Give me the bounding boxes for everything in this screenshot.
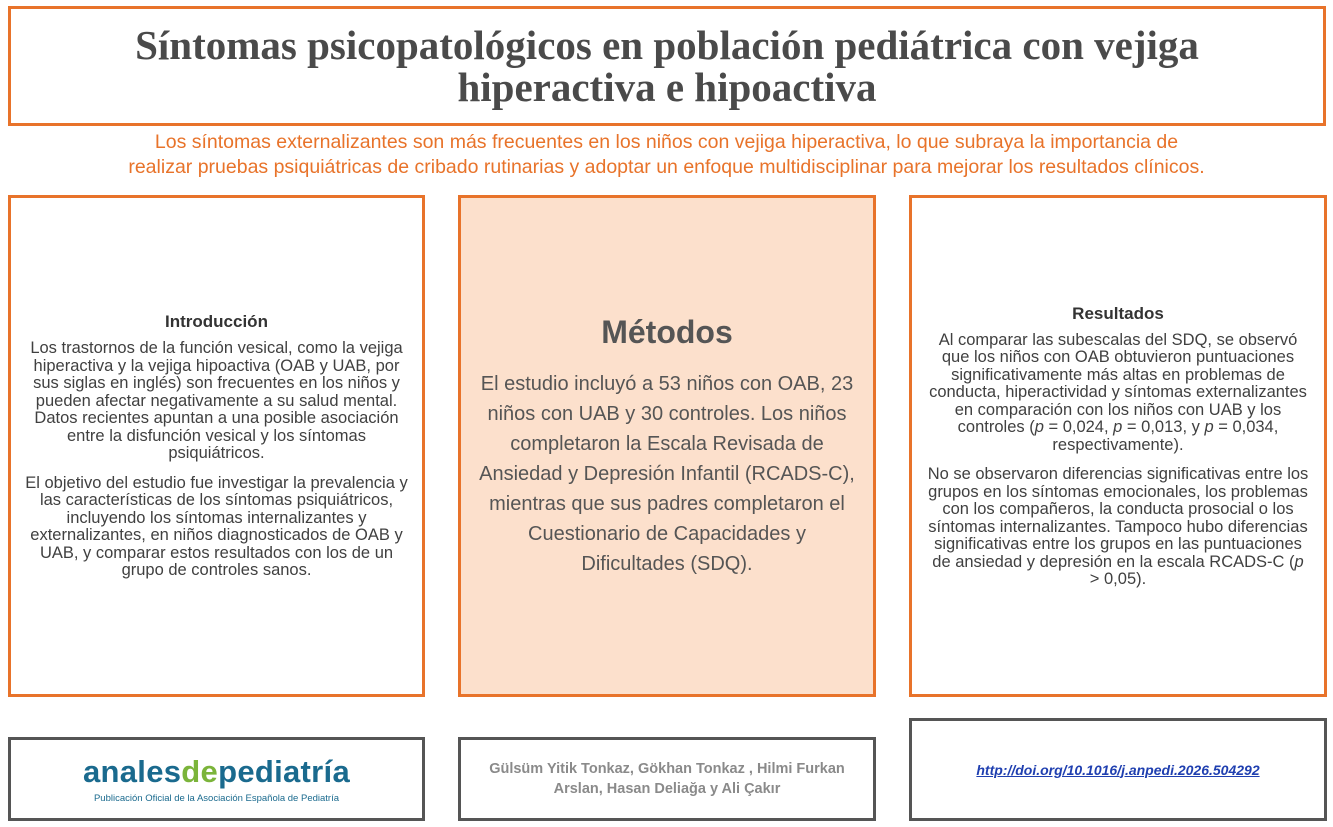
- results-text: = 0,013, y: [1122, 418, 1205, 436]
- results-paragraph-2: [926, 466, 1310, 589]
- doi-link[interactable]: http://doi.org/10.1016/j.anpedi.2026.504292: [976, 761, 1260, 778]
- journal-tagline: Publicación Oficial de la Asociación Española de Pediatría: [93, 792, 340, 804]
- logo-word-part: de: [181, 753, 219, 789]
- methods-panel: [458, 195, 876, 697]
- results-text: = 0,024,: [1043, 418, 1114, 436]
- logo-word-part: pediatría: [218, 753, 350, 789]
- p-symbol: p: [1204, 418, 1214, 436]
- results-paragraph-1: [926, 332, 1310, 455]
- key-message-line-2: realizar pruebas psiquiátricas de cribado rutinarias y adoptar un enfoque multidisciplinar para mejorar los resultados clínicos.: [128, 156, 1205, 178]
- results-panel: [909, 195, 1327, 697]
- methods-heading: Métodos: [601, 313, 733, 350]
- logo-word-part: anales: [82, 753, 182, 789]
- introduction-paragraph-2: El objetivo del estudio fue investigar la prevalencia y las características de los síntomas psiquiátricos, incluyendo los síntomas internalizantes y externalizantes, en niños diagnosticados de OAB y UAB, y comparar estos resultados con los de un grupo de controles sanos.: [25, 473, 408, 580]
- p-symbol: p: [1294, 552, 1304, 571]
- authors-box: [458, 737, 876, 821]
- p-symbol: p: [1034, 418, 1044, 436]
- methods-text: El estudio incluyó a 53 niños con OAB, 23 niños con UAB y 30 controles. Los niños completaron la Escala Revisada de Ansiedad y Depresión Infantil (RCADS-C), mientras que sus padres completaron el Cuestionario de Capacidades y Dificultades (SDQ).: [479, 372, 855, 575]
- results-text: > 0,05).: [1089, 570, 1147, 588]
- results-text: = 0,034, respectivamente).: [1052, 418, 1279, 454]
- introduction-heading: Introducción: [165, 312, 268, 332]
- results-text: Al comparar las subescalas del SDQ, se observó que los niños con OAB obtuvieron puntuaciones significativamente más altas en problemas de conducta, hiperactividad y síntomas externalizantes en comparación con los niños con UAB y los controles (: [929, 330, 1307, 436]
- key-message: [0, 130, 1333, 180]
- authors-text: Gülsüm Yitik Tonkaz, Gökhan Tonkaz , Hilmi Furkan Arslan, Hasan Deliağa y Ali Çakır: [489, 761, 845, 797]
- p-symbol: p: [1113, 418, 1123, 436]
- journal-logo: [83, 755, 350, 789]
- key-message-line-1: Los síntomas externalizantes son más frecuentes en los niños con vejiga hiperactiva, lo que subraya la importancia de: [154, 131, 1179, 153]
- introduction-panel: [8, 195, 425, 697]
- results-heading: Resultados: [1072, 303, 1164, 323]
- introduction-paragraph-1: Los trastornos de la función vesical, como la vejiga hiperactiva y la vejiga hipoactiva (OAB y UAB, por sus siglas en inglés) son frecuentes en los niños y pueden afectar negativamente a su salud mental. Datos recientes apuntan a una posible asociación entre la disfunción vesical y los síntomas psiquiátricos.: [30, 339, 403, 463]
- doi-box: [909, 718, 1327, 821]
- results-text: No se observaron diferencias significativas entre los grupos en los síntomas emocionales, los problemas con los compañeros, la conducta prosocial o los síntomas internalizantes. Tampoco hubo diferencias significativas entre los grupos en las puntuaciones de ansiedad y depresión en la escala RCADS-C (: [927, 465, 1309, 571]
- journal-logo-box: [8, 737, 425, 821]
- page-title: Síntomas psicopatológicos en población pediátrica con vejiga hiperactiva e hipoactiva: [135, 22, 1199, 110]
- title-box: [8, 6, 1326, 126]
